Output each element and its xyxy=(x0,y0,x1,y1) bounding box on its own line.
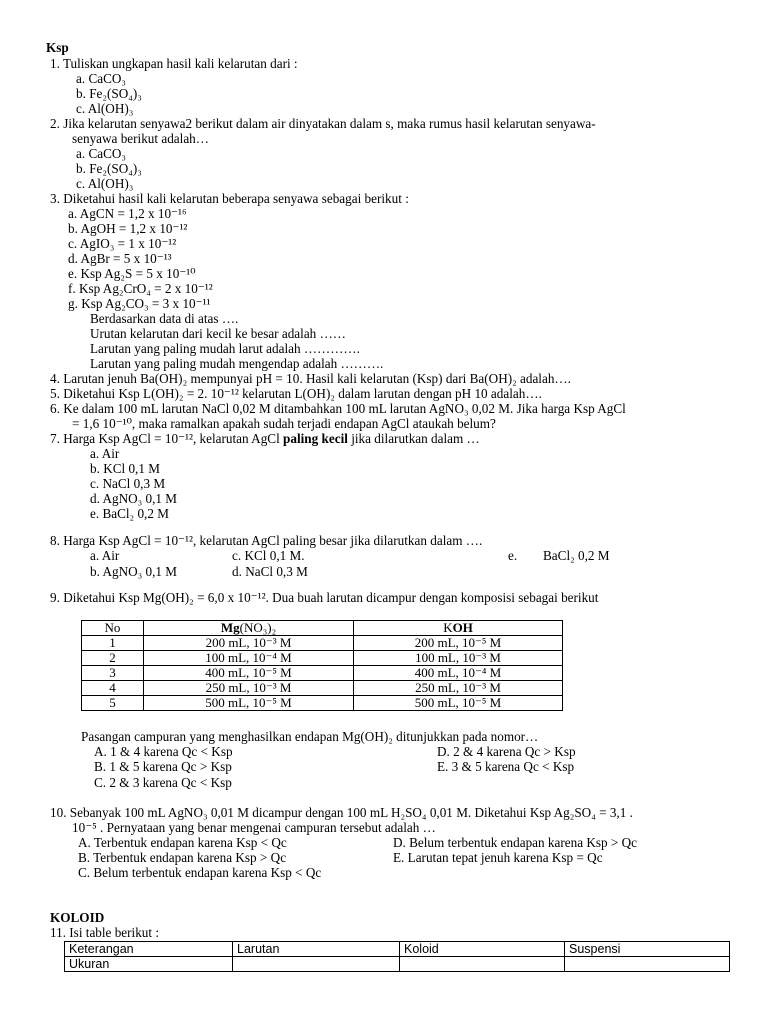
koloid-table xyxy=(64,941,730,972)
option: e. Ksp Ag₂S = 5 x 10⁻¹⁰ xyxy=(68,266,196,281)
option: a. Air xyxy=(90,548,120,563)
question-7-text: 7. Harga Ksp AgCl = 10⁻¹², kelarutan AgCl xyxy=(50,431,284,446)
question-10: 10. Sebanyak 100 mL AgNO₃ 0,01 M dicampur dengan 100 mL H₂SO₄ 0,01 M. Diketahui Ksp Ag₂SO₄ = 3,1 . xyxy=(50,805,633,820)
table-cell: 1 xyxy=(82,636,144,651)
table-cell: 100 mL, 10⁻⁴ M xyxy=(144,651,354,666)
table-cell: 500 mL, 10⁻⁵ M xyxy=(354,696,563,711)
question-11: 11. Isi table berikut : xyxy=(50,925,160,940)
question-7-emphasis: paling kecil xyxy=(283,431,348,446)
option: b. Fe₂(SO₄)₃ xyxy=(76,86,142,101)
table-header-cell: No xyxy=(82,621,144,636)
question-2-cont: senyawa berikut adalah… xyxy=(72,131,209,146)
question-9-prompt: Pasangan campuran yang menghasilkan endapan Mg(OH)₂ ditunjukkan pada nomor… xyxy=(81,729,539,744)
composition-table xyxy=(81,620,563,711)
option: BaCl₂ 0,2 M xyxy=(543,548,610,563)
option: e. BaCl₂ 0,2 M xyxy=(90,506,169,521)
question-9: 9. Diketahui Ksp Mg(OH)₂ = 6,0 x 10⁻¹². Dua buah larutan dicampur dengan komposisi sebagai berikut xyxy=(50,590,599,605)
option: a. CaCO₃ xyxy=(76,146,127,161)
table-cell: 100 mL, 10⁻³ M xyxy=(354,651,563,666)
option: C. Belum terbentuk endapan karena Ksp < Qc xyxy=(78,865,322,880)
table-cell: 5 xyxy=(82,696,144,711)
option: B. 1 & 5 karena Qc > Ksp xyxy=(94,759,232,774)
question-6-cont: = 1,6 10⁻¹⁰, maka ramalkan apakah sudah terjadi endapan AgCl ataukah belum? xyxy=(72,416,496,431)
question-7 xyxy=(50,431,480,446)
question-4: 4. Larutan jenuh Ba(OH)₂ mempunyai pH = 10. Hasil kali kelarutan (Ksp) dari Ba(OH)₂ adalah…. xyxy=(50,371,571,386)
question-3-note: Urutan kelarutan dari kecil ke besar adalah …… xyxy=(90,326,346,341)
table-row xyxy=(65,957,730,972)
option: D. 2 & 4 karena Qc > Ksp xyxy=(437,744,576,759)
table-header-text: K xyxy=(443,620,453,635)
table-cell: 2 xyxy=(82,651,144,666)
option: a. Air xyxy=(90,446,120,461)
table-header-cell: Larutan xyxy=(233,942,400,957)
table-header-row xyxy=(82,621,563,636)
table-row xyxy=(82,666,563,681)
table-cell[interactable] xyxy=(565,957,730,972)
table-cell: 200 mL, 10⁻³ M xyxy=(144,636,354,651)
question-3-note: Berdasarkan data di atas …. xyxy=(90,311,239,326)
question-2: 2. Jika kelarutan senyawa2 berikut dalam air dinyatakan dalam s, maka rumus hasil kelarutan senyawa- xyxy=(50,116,596,131)
table-cell: 3 xyxy=(82,666,144,681)
table-header-cell: Koloid xyxy=(400,942,565,957)
table-header-cell: Suspensi xyxy=(565,942,730,957)
table-cell: 200 mL, 10⁻⁵ M xyxy=(354,636,563,651)
option: d. NaCl 0,3 M xyxy=(232,564,308,579)
option: D. Belum terbentuk endapan karena Ksp > Qc xyxy=(393,835,638,850)
question-5: 5. Diketahui Ksp L(OH)₂ = 2. 10⁻¹² kelarutan L(OH)₂ dalam larutan dengan pH 10 adalah…. xyxy=(50,386,542,401)
question-6: 6. Ke dalam 100 mL larutan NaCl 0,02 M ditambahkan 100 mL larutan AgNO₃ 0,02 M. Jika harga Ksp AgCl xyxy=(50,401,626,416)
option: b. KCl 0,1 M xyxy=(90,461,160,476)
table-row xyxy=(82,696,563,711)
table-cell: 250 mL, 10⁻³ M xyxy=(354,681,563,696)
option: E. 3 & 5 karena Qc < Ksp xyxy=(437,759,575,774)
option: E. Larutan tepat jenuh karena Ksp = Qc xyxy=(393,850,603,865)
table-cell: 400 mL, 10⁻⁴ M xyxy=(354,666,563,681)
option: b. AgNO₃ 0,1 M xyxy=(90,564,178,579)
option: c. AgIO₃ = 1 x 10⁻¹² xyxy=(68,236,177,251)
table-cell: 4 xyxy=(82,681,144,696)
table-cell: 500 mL, 10⁻⁵ M xyxy=(144,696,354,711)
question-8: 8. Harga Ksp AgCl = 10⁻¹², kelarutan AgCl paling besar jika dilarutkan dalam …. xyxy=(50,533,483,548)
table-header-cell xyxy=(354,621,563,636)
table-header-cell xyxy=(144,621,354,636)
option: b. AgOH = 1,2 x 10⁻¹² xyxy=(68,221,188,236)
table-cell: 250 mL, 10⁻³ M xyxy=(144,681,354,696)
question-3-note: Larutan yang paling mudah larut adalah …………. xyxy=(90,341,360,356)
table-row xyxy=(82,681,563,696)
option: d. AgBr = 5 x 10⁻¹³ xyxy=(68,251,172,266)
table-row xyxy=(82,636,563,651)
option: f. Ksp Ag₂CrO₄ = 2 x 10⁻¹² xyxy=(68,281,213,296)
question-3-note: Larutan yang paling mudah mengendap adalah ………. xyxy=(90,356,384,371)
option: c. KCl 0,1 M. xyxy=(232,548,305,563)
question-1: 1. Tuliskan ungkapan hasil kali kelarutan dari : xyxy=(50,56,298,71)
option-letter: e. xyxy=(508,548,518,563)
table-header-bold: OH xyxy=(452,620,473,635)
option: c. Al(OH)₃ xyxy=(76,101,134,116)
table-row xyxy=(82,651,563,666)
table-header-text: (NO₃)₂ xyxy=(239,620,277,635)
table-cell: Ukuran xyxy=(65,957,233,972)
section-title-ksp: Ksp xyxy=(46,40,69,55)
option: c. NaCl 0,3 M xyxy=(90,476,166,491)
option: d. AgNO₃ 0,1 M xyxy=(90,491,178,506)
option: B. Terbentuk endapan karena Ksp > Qc xyxy=(78,850,287,865)
table-cell[interactable] xyxy=(233,957,400,972)
option: b. Fe₂(SO₄)₃ xyxy=(76,161,142,176)
question-3: 3. Diketahui hasil kali kelarutan beberapa senyawa sebagai berikut : xyxy=(50,191,409,206)
question-10-cont: 10⁻⁵ . Pernyataan yang benar mengenai campuran tersebut adalah … xyxy=(72,820,436,835)
option: C. 2 & 3 karena Qc < Ksp xyxy=(94,775,232,790)
option: a. AgCN = 1,2 x 10⁻¹⁶ xyxy=(68,206,187,221)
option: a. CaCO₃ xyxy=(76,71,127,86)
section-title-koloid: KOLOID xyxy=(50,910,105,925)
question-7-text-end: jika dilarutkan dalam … xyxy=(347,431,480,446)
table-header-row xyxy=(65,942,730,957)
option: g. Ksp Ag₂CO₃ = 3 x 10⁻¹¹ xyxy=(68,296,211,311)
table-cell[interactable] xyxy=(400,957,565,972)
option: A. 1 & 4 karena Qc < Ksp xyxy=(94,744,233,759)
table-header-bold: Mg xyxy=(220,620,240,635)
table-cell: 400 mL, 10⁻⁵ M xyxy=(144,666,354,681)
option: A. Terbentuk endapan karena Ksp < Qc xyxy=(78,835,287,850)
table-header-cell: Keterangan xyxy=(65,942,233,957)
option: c. Al(OH)₃ xyxy=(76,176,134,191)
